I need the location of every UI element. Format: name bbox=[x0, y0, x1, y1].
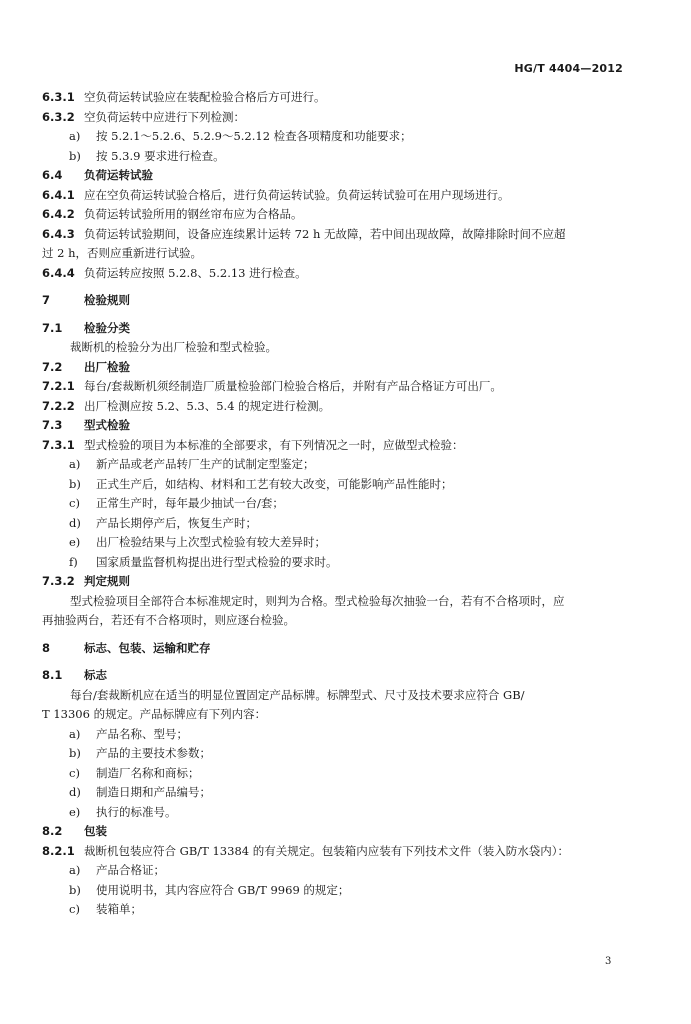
list-item-text: 装箱单； bbox=[96, 902, 142, 916]
list-item bbox=[42, 861, 632, 881]
list-item bbox=[42, 900, 632, 920]
section-title: 型式检验 bbox=[84, 418, 130, 432]
clause bbox=[42, 225, 632, 245]
list-item bbox=[42, 764, 632, 784]
clause bbox=[42, 264, 632, 284]
list-marker: c) bbox=[69, 902, 80, 916]
list-item-text: 按 5.3.9 要求进行检查。 bbox=[96, 148, 225, 163]
section-number: 7.2 bbox=[42, 359, 63, 374]
paragraph-text: 型式检验项目全部符合本标准规定时，则判为合格。型式检验每次抽验一台，若有不合格项时，应 bbox=[70, 593, 565, 608]
paragraph-line bbox=[42, 592, 632, 612]
section-heading bbox=[42, 822, 632, 842]
section-number: 8.1 bbox=[42, 668, 63, 682]
list-item bbox=[42, 494, 632, 514]
paragraph-text: 每台/套裁断机应在适当的明显位置固定产品标牌。标牌型式、尺寸及技术要求应符合 GB/ bbox=[70, 687, 525, 702]
list-item-text: 正常生产时，每年最少抽试一台/套； bbox=[96, 496, 284, 510]
clause bbox=[42, 205, 632, 225]
clause-text: 型式检验的项目为本标准的全部要求，有下列情况之一时，应做型式检验： bbox=[84, 437, 464, 452]
list-item bbox=[42, 553, 632, 573]
section-spacer bbox=[42, 283, 632, 291]
section-spacer bbox=[42, 658, 632, 666]
section-title: 负荷运转试验 bbox=[84, 168, 153, 182]
section-heading bbox=[42, 166, 632, 186]
section-number: 8 bbox=[42, 640, 51, 655]
section-title: 判定规则 bbox=[84, 574, 130, 588]
clause-number: 6.4.3 bbox=[42, 226, 75, 241]
list-item-text: 新产品或老产品转厂生产的试制定型鉴定； bbox=[96, 457, 315, 471]
section-title: 检验规则 bbox=[84, 293, 130, 307]
section-title: 检验分类 bbox=[84, 320, 130, 335]
section-title: 标志、包装、运输和贮存 bbox=[84, 640, 211, 655]
section-heading bbox=[42, 572, 632, 592]
clause-text: 负荷运转试验期间，设备应连续累计运转 72 h 无故障，若中间出现故障，故障排除时间不应超 bbox=[84, 226, 566, 241]
section-title: 出厂检验 bbox=[84, 359, 130, 374]
list-item-text: 产品名称、型号； bbox=[96, 726, 188, 741]
list-item bbox=[42, 783, 632, 803]
clause-number: 6.3.1 bbox=[42, 90, 75, 104]
clause-number: 6.4.4 bbox=[42, 265, 75, 280]
clause-text: 出厂检测应按 5.2、5.3、5.4 的规定进行检测。 bbox=[84, 398, 331, 413]
clause bbox=[42, 377, 632, 397]
clause bbox=[42, 88, 632, 108]
list-marker: d) bbox=[69, 515, 81, 530]
list-marker: b) bbox=[69, 476, 81, 491]
list-item bbox=[42, 533, 632, 553]
paragraph-line bbox=[42, 338, 632, 358]
list-marker: b) bbox=[69, 148, 81, 163]
list-item-text: 正式生产后，如结构、材料和工艺有较大改变，可能影响产品性能时； bbox=[96, 476, 453, 491]
list-marker: f) bbox=[69, 554, 78, 569]
list-item-text: 产品长期停产后，恢复生产时； bbox=[96, 515, 257, 530]
list-marker: b) bbox=[69, 882, 81, 897]
clause bbox=[42, 397, 632, 417]
clause-text: 每台/套裁断机须经制造厂质量检验部门检验合格后，并附有产品合格证方可出厂。 bbox=[84, 379, 502, 393]
clause bbox=[42, 186, 632, 206]
list-item-text: 制造厂名称和商标； bbox=[96, 765, 200, 780]
list-marker: d) bbox=[69, 785, 81, 799]
clause-number: 6.4.2 bbox=[42, 207, 75, 221]
paragraph-text: 再抽验两台，若还有不合格项时，则应逐台检验。 bbox=[42, 613, 295, 627]
clause-number: 7.2.2 bbox=[42, 398, 75, 413]
list-item bbox=[42, 127, 632, 147]
section-number: 8.2 bbox=[42, 824, 63, 838]
section-heading bbox=[42, 416, 632, 436]
list-item-text: 执行的标准号。 bbox=[96, 804, 177, 819]
paragraph-line bbox=[42, 611, 632, 631]
section-number: 7.3.2 bbox=[42, 574, 75, 588]
section-heading bbox=[42, 666, 632, 686]
list-item bbox=[42, 475, 632, 495]
list-item-text: 使用说明书，其内容应符合 GB/T 9969 的规定； bbox=[96, 882, 350, 897]
list-marker: a) bbox=[69, 863, 81, 877]
list-item-text: 出厂检验结果与上次型式检验有较大差异时； bbox=[96, 535, 326, 549]
list-marker: b) bbox=[69, 746, 81, 760]
section-heading bbox=[42, 639, 632, 659]
section-title: 标志 bbox=[84, 668, 107, 682]
section-spacer bbox=[42, 631, 632, 639]
clause-number: 7.3.1 bbox=[42, 437, 75, 452]
list-item bbox=[42, 881, 632, 901]
list-item bbox=[42, 744, 632, 764]
section-number: 7.1 bbox=[42, 320, 63, 335]
clause bbox=[42, 842, 632, 862]
clause-text: 负荷运转应按照 5.2.8、5.2.13 进行检查。 bbox=[84, 265, 307, 280]
list-item bbox=[42, 514, 632, 534]
list-marker: e) bbox=[69, 804, 81, 819]
clause bbox=[42, 436, 632, 456]
section-number: 6.4 bbox=[42, 168, 63, 182]
clause-number: 6.4.1 bbox=[42, 187, 75, 202]
paragraph-text: T 13306 的规定。产品标牌应有下列内容： bbox=[42, 707, 267, 721]
clause-number: 7.2.1 bbox=[42, 379, 75, 393]
list-marker: c) bbox=[69, 496, 80, 510]
section-heading bbox=[42, 358, 632, 378]
paragraph-text: 过 2 h，否则应重新进行试验。 bbox=[42, 246, 203, 260]
list-marker: e) bbox=[69, 535, 81, 549]
list-item-text: 产品的主要技术参数； bbox=[96, 746, 211, 760]
section-number: 7.3 bbox=[42, 418, 63, 432]
section-title: 包装 bbox=[84, 824, 107, 838]
list-marker: c) bbox=[69, 765, 80, 780]
list-marker: a) bbox=[69, 726, 81, 741]
paragraph-line bbox=[42, 686, 632, 706]
clause-text: 负荷运转试验所用的钢丝帘布应为合格品。 bbox=[84, 207, 303, 221]
section-heading bbox=[42, 291, 632, 311]
clause-text: 空负荷运转中应进行下列检测： bbox=[84, 109, 245, 124]
paragraph-text: 裁断机的检验分为出厂检验和型式检验。 bbox=[70, 340, 277, 354]
list-marker: a) bbox=[69, 129, 81, 143]
clause-text: 应在空负荷运转试验合格后，进行负荷运转试验。负荷运转试验可在用户现场进行。 bbox=[84, 187, 510, 202]
page-number: 3 bbox=[605, 956, 612, 967]
clause-number: 8.2.1 bbox=[42, 843, 75, 858]
clause-text: 空负荷运转试验应在装配检验合格后方可进行。 bbox=[84, 90, 326, 104]
clause-text: 裁断机包装应符合 GB/T 13384 的有关规定。包装箱内应装有下列技术文件（装入防水袋内）： bbox=[84, 843, 569, 858]
section-heading bbox=[42, 319, 632, 339]
paragraph-line bbox=[42, 705, 632, 725]
list-item bbox=[42, 455, 632, 475]
list-item-text: 制造日期和产品编号； bbox=[96, 785, 211, 799]
list-item-text: 按 5.2.1～5.2.6、5.2.9～5.2.12 检查各项精度和功能要求； bbox=[96, 129, 412, 143]
paragraph-line bbox=[42, 244, 632, 264]
document-body bbox=[42, 88, 632, 920]
section-spacer bbox=[42, 311, 632, 319]
clause bbox=[42, 108, 632, 128]
list-item bbox=[42, 725, 632, 745]
list-item-text: 产品合格证； bbox=[96, 863, 165, 877]
standard-code-header: HG/T 4404—2012 bbox=[514, 62, 623, 75]
list-item-text: 国家质量监督机构提出进行型式检验的要求时。 bbox=[96, 554, 338, 569]
list-item bbox=[42, 803, 632, 823]
section-number: 7 bbox=[42, 293, 51, 307]
list-marker: a) bbox=[69, 457, 81, 471]
list-item bbox=[42, 147, 632, 167]
clause-number: 6.3.2 bbox=[42, 109, 75, 124]
